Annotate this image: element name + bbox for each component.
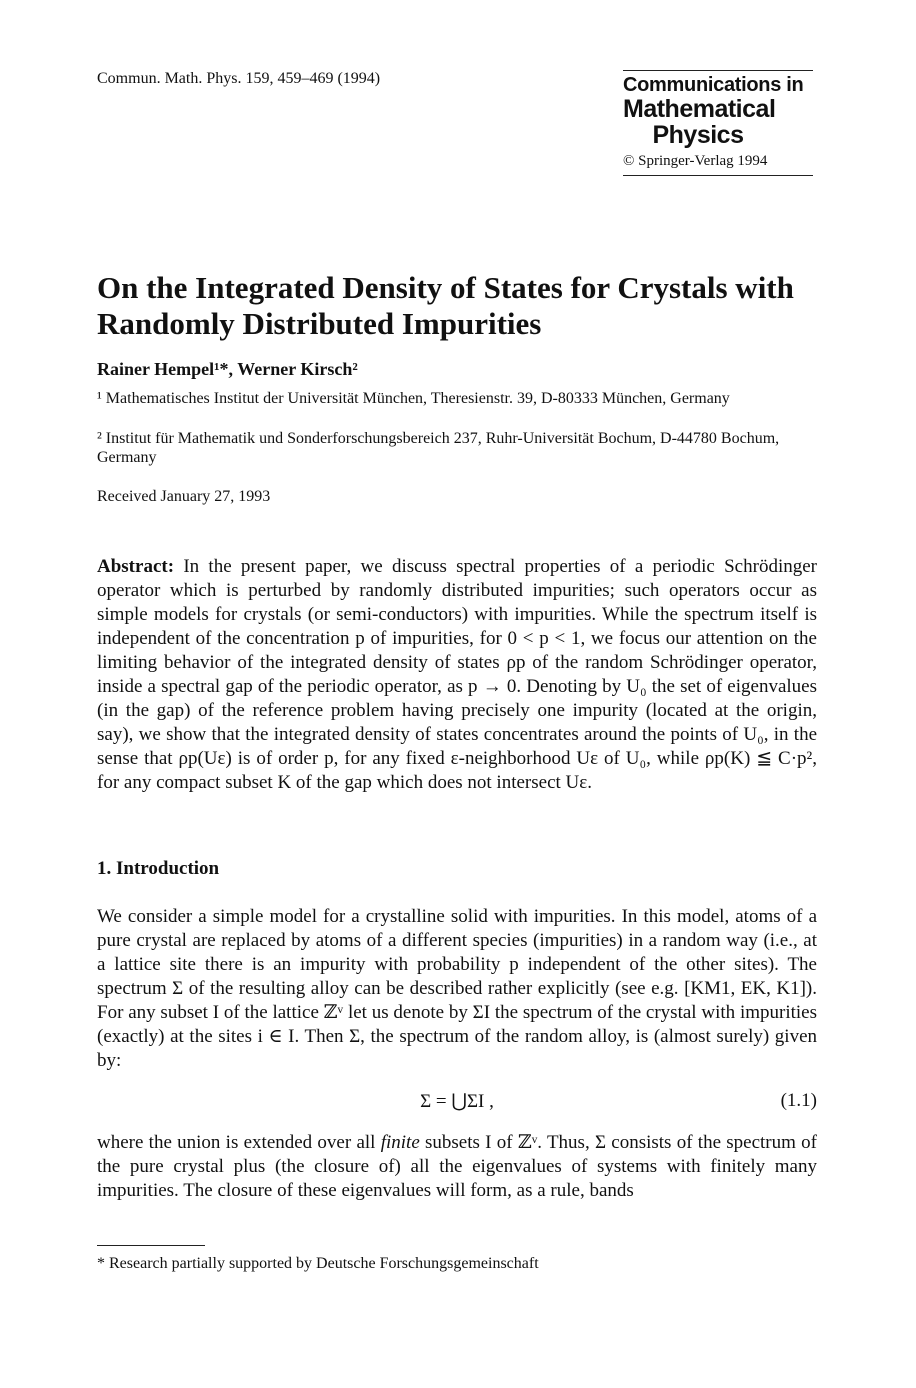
intro-p2-text-a: where the union is extended over all bbox=[97, 1132, 381, 1153]
journal-name-line3: Physics bbox=[652, 121, 744, 149]
received-date: Received January 27, 1993 bbox=[97, 488, 271, 505]
intro-p2-text-b: subsets I of ℤᵛ. Thus, Σ consists of the spectrum of the pure crystal plus (the closure of) all the eigenvalues of systems with finitely many impurities. The closure of these eigenvalues will form, as a rule, bands bbox=[97, 1132, 817, 1201]
affiliation-2: ² Institut für Mathematik und Sonderforschungsbereich 237, Ruhr-Universität Bochum, D-44780 Bochum, Germany bbox=[97, 430, 780, 466]
abstract-label: Abstract: bbox=[97, 556, 175, 577]
journal-citation: Commun. Math. Phys. 159, 459–469 (1994) bbox=[97, 70, 381, 87]
footnote-separator bbox=[97, 1245, 205, 1246]
intro-p2-emphasis: finite bbox=[380, 1132, 420, 1153]
abstract-text: In the present paper, we discuss spectral properties of a periodic Schrödinger operator which is perturbed by randomly distributed impurities; such operators occur as simple models for crystals (or semi-conductors) with impurities. While the spectrum itself is independent of the concentration p of impurities, for 0 < p < 1, we focus our attention on the limiting behavior of the integrated density of states ρp of the random Schrödinger operator, inside a spectral gap of the periodic operator, as p → 0. Denoting by U₀ the set of eigenvalues (in the gap) of the reference problem having precisely one impurity (located at the origin, say), we show that the integrated density of states concentrates around the points of U₀, in the sense that ρp(Uε) is of order p, for any fixed ε-neighborhood Uε of U₀, while ρp(K) ≦ C·p², for any compact subset K of the gap which does not intersect Uε. bbox=[97, 556, 817, 793]
masthead-bottom-rule bbox=[623, 175, 813, 176]
journal-name-line2: Mathematical bbox=[623, 95, 776, 123]
abstract bbox=[97, 555, 817, 795]
intro-paragraph-2 bbox=[97, 1131, 817, 1203]
footnote: * Research partially supported by Deutsche Forschungsgemeinschaft bbox=[97, 1255, 539, 1272]
affiliation-1: ¹ Mathematisches Institut der Universität München, Theresienstr. 39, D-80333 München, Germany bbox=[97, 390, 730, 407]
publisher-line: © Springer-Verlag 1994 bbox=[623, 153, 768, 169]
intro-paragraph-1: We consider a simple model for a crystalline solid with impurities. In this model, atoms of a pure crystal are replaced by atoms of a different species (impurities) in a random way (i.e., at a lattice site there is an impurity with probability p independent of the other sites). The spectrum Σ of the resulting alloy can be described rather explicitly (see e.g. [KM1, EK, K1]). For any subset I of the lattice ℤᵛ let us denote by ΣI the spectrum of the crystal with impurities (exactly) at the sites i ∈ I. Then Σ, the spectrum of the random alloy, is (almost surely) given by: bbox=[97, 906, 817, 1071]
paper-title: On the Integrated Density of States for Crystals with Randomly Distributed Impurities bbox=[97, 270, 794, 341]
journal-name-line1: Communications in bbox=[623, 74, 804, 96]
journal-masthead bbox=[623, 70, 813, 176]
section-heading: 1. Introduction bbox=[97, 858, 220, 879]
author-list: Rainer Hempel¹*, Werner Kirsch² bbox=[97, 359, 358, 379]
equation-number: (1.1) bbox=[780, 1090, 817, 1111]
equation-formula: Σ = ⋃ΣI , bbox=[420, 1091, 494, 1112]
masthead-top-rule bbox=[623, 70, 813, 71]
equation-1-1 bbox=[97, 1090, 817, 1118]
